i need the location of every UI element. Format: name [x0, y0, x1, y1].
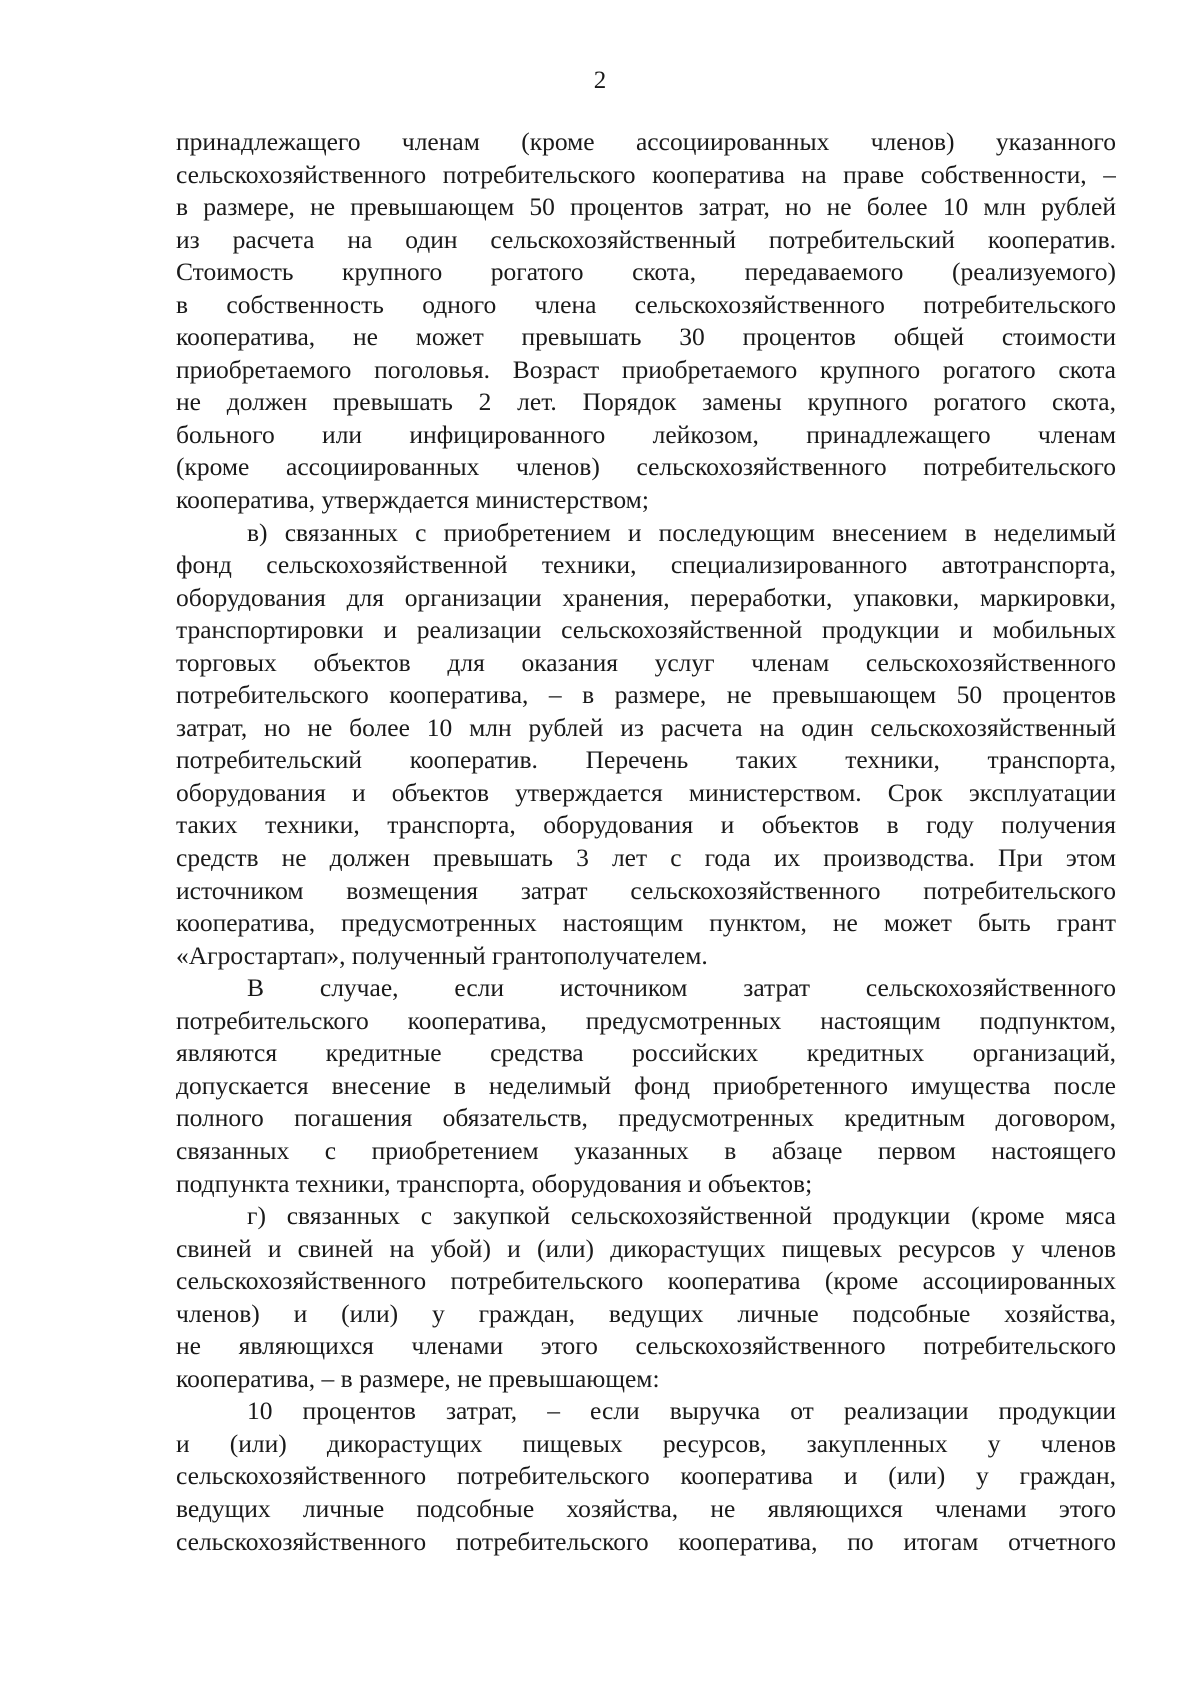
text-line: в собственность одного члена сельскохозяйственного потребительского	[176, 289, 1116, 319]
text-line: полного погашения обязательств, предусмотренных кредитным договором,	[176, 1103, 1116, 1133]
text-line: потребительского кооператива, предусмотренных настоящим подпунктом,	[176, 1005, 1116, 1035]
text-line: сельскохозяйственного потребительского кооператива и (или) у граждан,	[176, 1461, 1116, 1491]
text-line: приобретаемого поголовья. Возраст приобретаемого крупного рогатого скота	[176, 354, 1116, 384]
paragraph-first-line: В случае, если источником затрат сельскохозяйственного	[247, 973, 1116, 1003]
paragraph-first-line: в) связанных с приобретением и последующим внесением в неделимый	[247, 517, 1116, 547]
paragraph-first-line: г) связанных с закупкой сельскохозяйственной продукции (кроме мяса	[247, 1201, 1116, 1231]
text-line: затрат, но не более 10 млн рублей из расчета на один сельскохозяйственный	[176, 712, 1116, 742]
text-line: сельскохозяйственного потребительского кооператива на праве собственности, –	[176, 159, 1116, 189]
text-line: фонд сельскохозяйственной техники, специализированного автотранспорта,	[176, 550, 1116, 580]
text-line: сельскохозяйственного потребительского кооператива, по итогам отчетного	[176, 1526, 1116, 1556]
text-line: не являющихся членами этого сельскохозяйственного потребительского	[176, 1331, 1116, 1361]
text-line: не должен превышать 2 лет. Порядок замены крупного рогатого скота,	[176, 387, 1116, 417]
text-line: подпункта техники, транспорта, оборудования и объектов;	[176, 1168, 813, 1198]
text-line: оборудования и объектов утверждается министерством. Срок эксплуатации	[176, 777, 1116, 807]
text-line: кооператива, не может превышать 30 процентов общей стоимости	[176, 322, 1116, 352]
text-line: связанных с приобретением указанных в абзаце первом настоящего	[176, 1135, 1116, 1165]
paragraph-first-line: 10 процентов затрат, – если выручка от реализации продукции	[247, 1396, 1116, 1426]
text-line: сельскохозяйственного потребительского кооператива (кроме ассоциированных	[176, 1266, 1116, 1296]
body-text	[176, 126, 1116, 1558]
text-line: принадлежащего членам (кроме ассоциированных членов) указанного	[176, 127, 1116, 156]
text-line: являются кредитные средства российских кредитных организаций,	[176, 1038, 1116, 1068]
page-number: 2	[593, 67, 607, 94]
text-line: членов) и (или) у граждан, ведущих личные подсобные хозяйства,	[176, 1298, 1116, 1328]
text-line: транспортировки и реализации сельскохозяйственной продукции и мобильных	[176, 615, 1116, 645]
text-line: свиней и свиней на убой) и (или) дикорастущих пищевых ресурсов у членов	[176, 1233, 1116, 1263]
text-line: ведущих личные подсобные хозяйства, не являющихся членами этого	[176, 1493, 1116, 1523]
text-line: потребительский кооператив. Перечень таких техники, транспорта,	[176, 745, 1116, 775]
text-line: оборудования для организации хранения, переработки, упаковки, маркировки,	[176, 582, 1116, 612]
text-line: и (или) дикорастущих пищевых ресурсов, закупленных у членов	[176, 1428, 1116, 1458]
text-line: из расчета на один сельскохозяйственный потребительский кооператив.	[176, 224, 1116, 254]
text-line: кооператива, утверждается министерством;	[176, 485, 649, 515]
text-line: «Агростартап», полученный грантополучателем.	[176, 940, 708, 970]
text-line: средств не должен превышать 3 лет с года их производства. При этом	[176, 843, 1116, 873]
text-line: кооператива, предусмотренных настоящим пунктом, не может быть грант	[176, 908, 1116, 938]
text-line: Стоимость крупного рогатого скота, передаваемого (реализуемого)	[176, 257, 1116, 287]
text-line: больного или инфицированного лейкозом, принадлежащего членам	[176, 419, 1116, 449]
text-line: допускается внесение в неделимый фонд приобретенного имущества после	[176, 1070, 1116, 1100]
text-line: источником возмещения затрат сельскохозяйственного потребительского	[176, 875, 1116, 905]
text-line: (кроме ассоциированных членов) сельскохозяйственного потребительского	[176, 452, 1116, 482]
text-line: в размере, не превышающем 50 процентов затрат, но не более 10 млн рублей	[176, 192, 1116, 222]
text-line: торговых объектов для оказания услуг членам сельскохозяйственного	[176, 647, 1116, 677]
text-line: таких техники, транспорта, оборудования и объектов в году получения	[176, 810, 1116, 840]
text-line: кооператива, – в размере, не превышающем:	[176, 1363, 660, 1393]
text-line: потребительского кооператива, – в размере, не превышающем 50 процентов	[176, 680, 1116, 710]
